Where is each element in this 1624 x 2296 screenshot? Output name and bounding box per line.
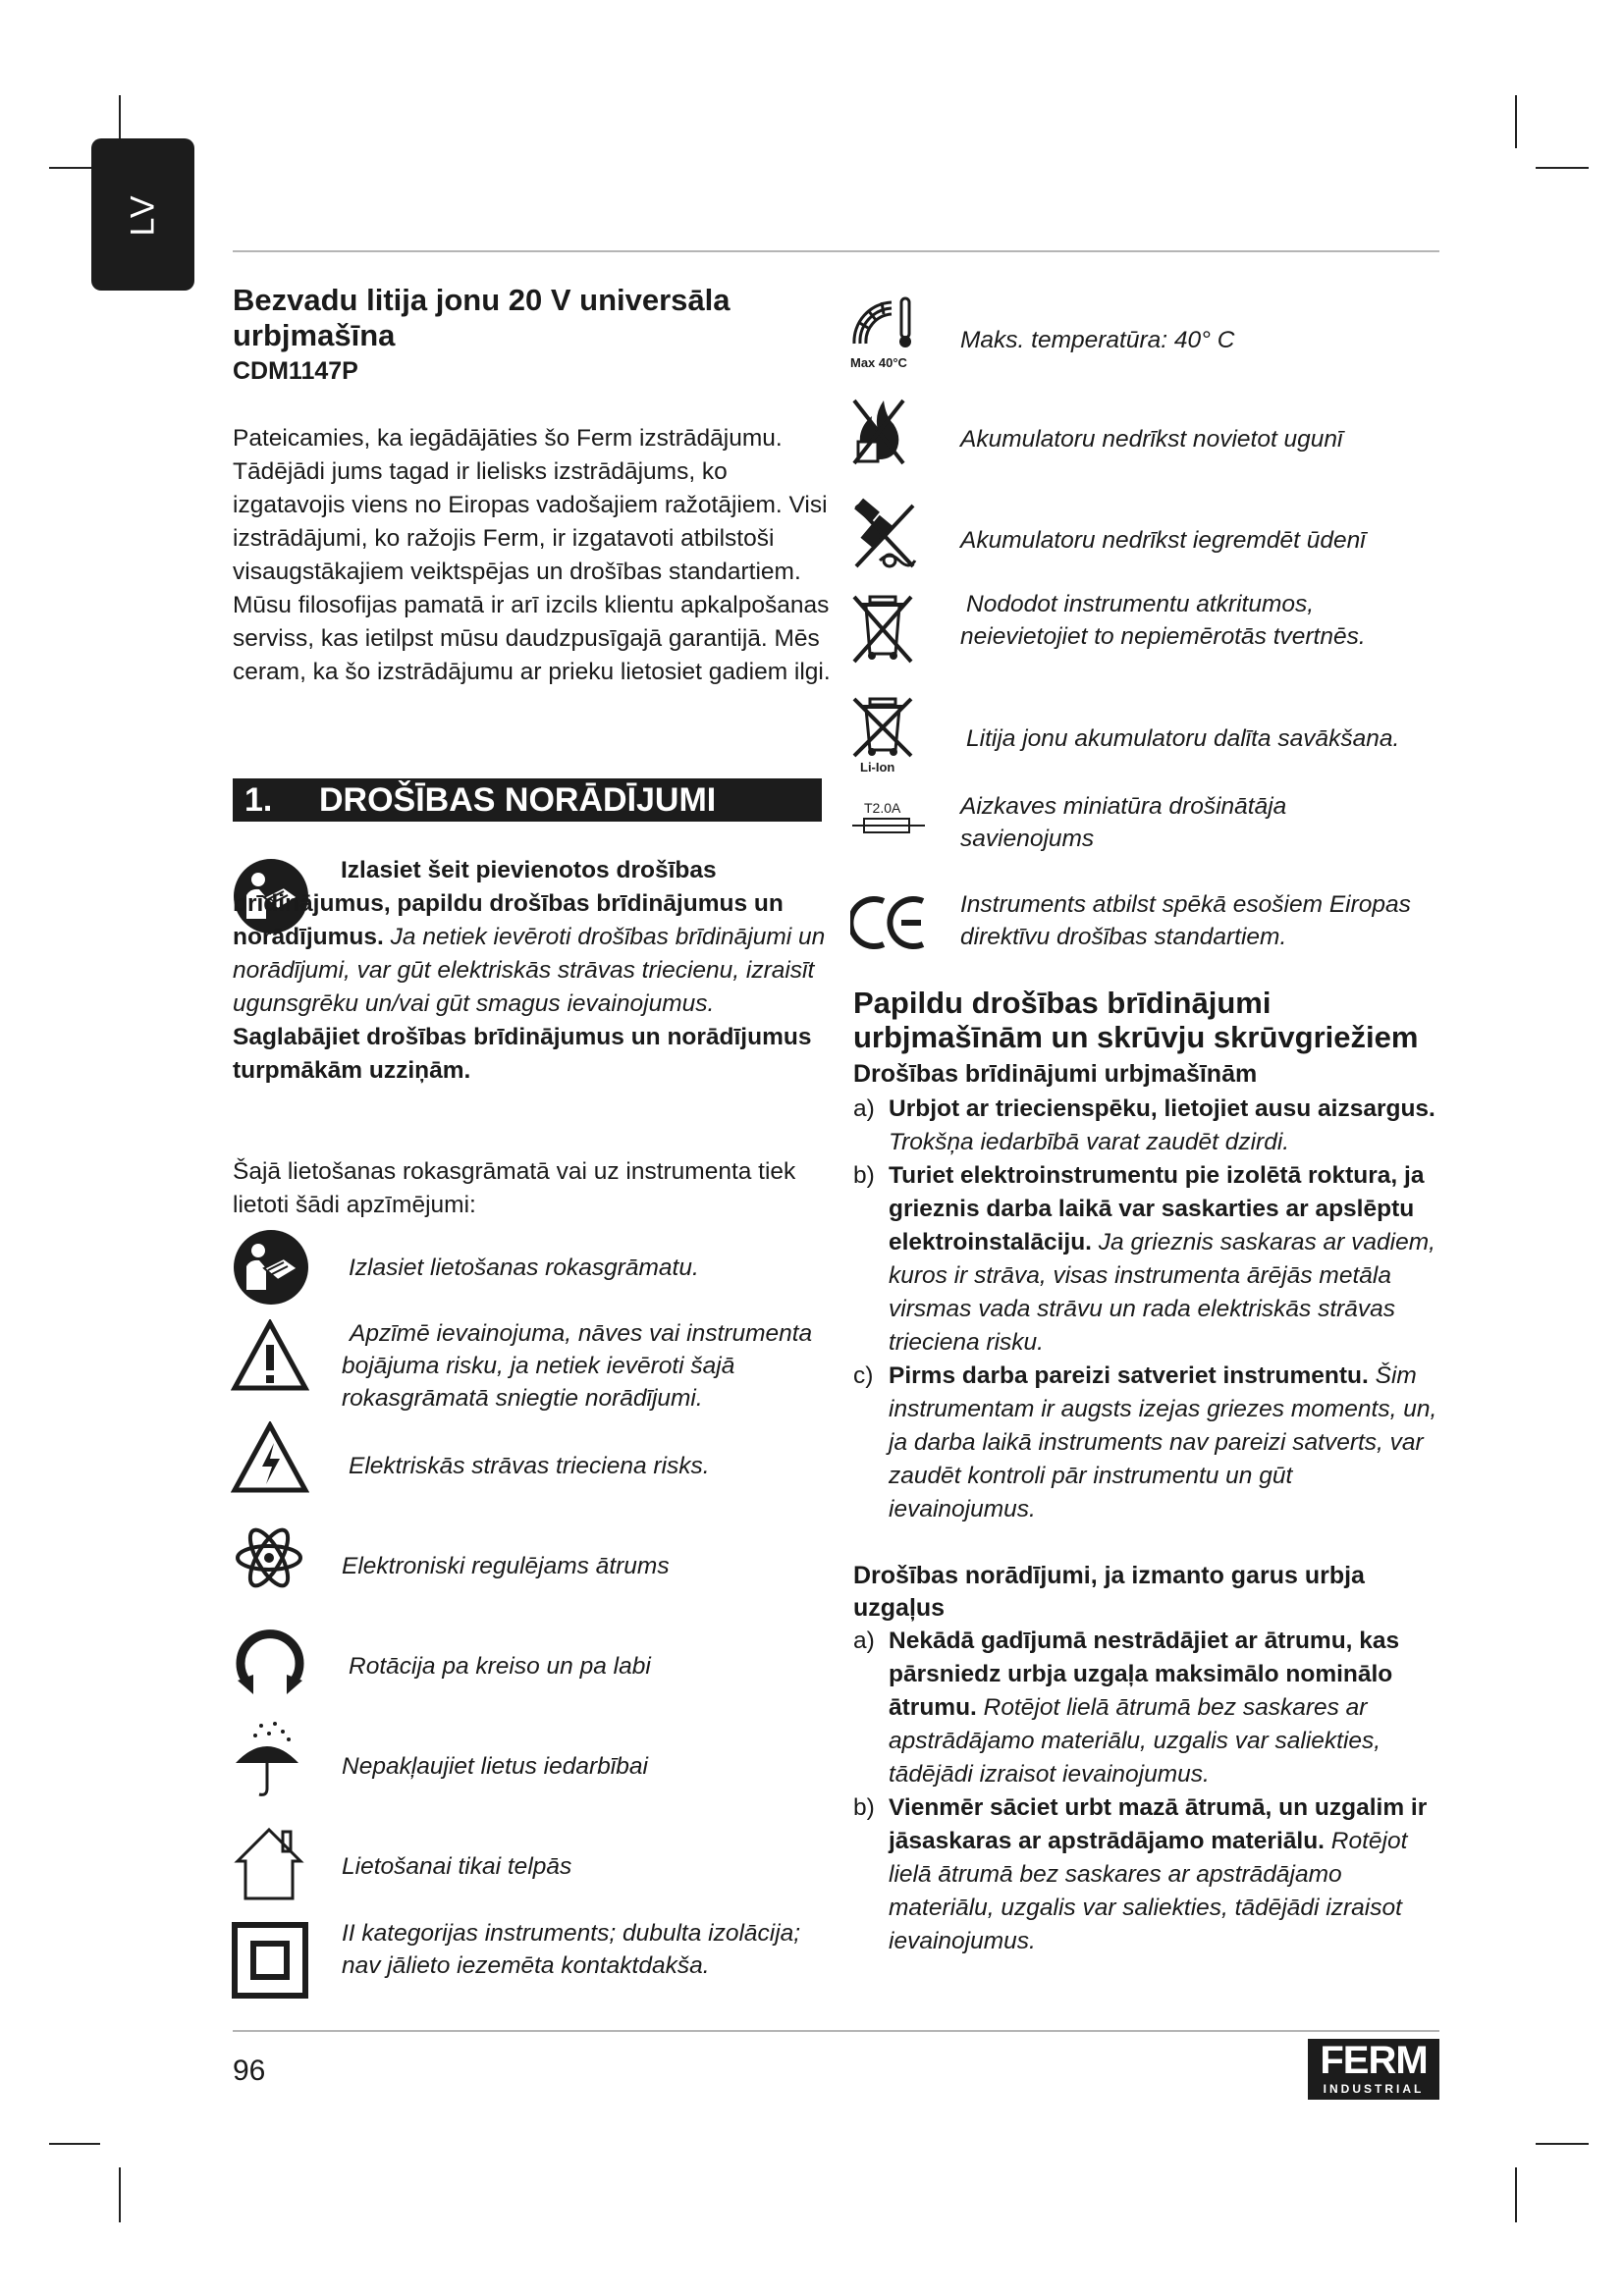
crop-mark — [49, 2143, 100, 2145]
crop-mark — [1536, 2143, 1589, 2145]
warning-bold: Izlasiet šeit pievienotos drošības brīdinājumus, papildu drošības brīdinājumus un norādījumus. — [233, 857, 784, 950]
intro-block — [233, 422, 841, 689]
list-label: b) — [853, 1162, 875, 1189]
intro-paragraph: Pateicamies, ka iegādājāties šo Ferm izstrādājumu. Tādējādi jums tagad ir lielisks izstrādājums, ko izgatavojis viens no Eiropas vadošajiem ražotājiem. Visi izstrādājumi, ko ražojis Ferm, ir izgatavoti atbilstoši visaugstākajiem veiktspējas un drošības standartiem. Mūsu filosofijas pamatā ir arī izcils klientu apkalpošanas serviss, kas ietilpst mūsu daudzpusīgajā garantijā. Mēs ceram, ka šo izstrādājumu ar prieku lietosiet gadiem ilgi. — [233, 425, 831, 685]
electronic-speed-icon — [234, 1523, 304, 1592]
section-title: DROŠĪBAS NORĀDĪJUMI — [319, 781, 717, 819]
max-temperature-icon — [848, 293, 919, 373]
rotation-icon — [232, 1624, 308, 1696]
ferm-logo — [1308, 2039, 1439, 2100]
symbols-intro: Šajā lietošanas rokasgrāmatā vai uz instrumenta tiek lietoti šādi apzīmējumi: — [233, 1158, 796, 1218]
symbol-text: Nododot instrumentu atkritumos, neievietojiet to nepiemērotās tvertnēs. — [960, 591, 1366, 650]
symbol-text: Nepakļaujiet lietus iedarbībai — [342, 1753, 648, 1780]
list-label: a) — [853, 1095, 875, 1122]
symbols-intro-block — [233, 1155, 841, 1222]
document-title: Bezvadu litija jonu 20 V universāla urbjmašīna — [233, 283, 731, 352]
symbol-text: Lietošanai tikai telpās — [342, 1853, 572, 1880]
logo-main: FERM — [1320, 2039, 1428, 2082]
li-ion-bin-icon — [850, 695, 915, 774]
warning-triangle-icon — [231, 1319, 309, 1392]
no-fire-icon — [850, 391, 907, 467]
crop-mark — [1536, 167, 1589, 169]
symbol-text: Akumulatoru nedrīkst iegremdēt ūdenī — [960, 527, 1366, 554]
list-item-italic: Šim instrumentam ir augsts izejas griezes moments, un, ja darba laikā instruments nav pareizi satverts, var zaudēt kontroli pār instrumentu un gūt ievainojumus. — [889, 1362, 1437, 1522]
crossed-bin-icon — [850, 593, 915, 664]
page-number: 96 — [233, 2055, 266, 2087]
section-heading — [233, 778, 822, 822]
language-tab — [91, 138, 194, 291]
symbol-text: II kategorijas instruments; dubulta izolācija; nav jālieto iezemēta kontaktdakša. — [342, 1920, 801, 1979]
language-code: LV — [124, 192, 161, 237]
warning-block — [233, 854, 832, 1088]
symbol-text: Instruments atbilst spēkā esošiem Eiropas direktīvu drošības standartiem. — [960, 891, 1411, 950]
list-label: b) — [853, 1794, 875, 1821]
double-insulation-icon — [232, 1922, 308, 1999]
symbol-text: Elektriskās strāvas trieciena risks. — [349, 1453, 710, 1479]
bottom-divider — [233, 2030, 1439, 2032]
list-item-italic: Rotējot lielā ātrumā bez saskares ar apstrādājamo materiālu, uzgalis var saliekties, tādējādi izraisot ievainojumus. — [889, 1694, 1381, 1788]
logo-sub: INDUSTRIAL — [1323, 2082, 1425, 2096]
section-number: 1. — [244, 781, 273, 819]
list-item-bold: Nekādā gadījumā nestrādājiet ar ātrumu, kas pārsniedz urbja uzgaļa maksimālo nominālo ātrumu. — [889, 1628, 1400, 1721]
list-item-bold: Vienmēr sāciet urbt mazā ātrumā, un uzgalim ir jāsaskaras ar apstrādājamo materiālu. — [889, 1794, 1428, 1854]
additional-warnings — [853, 986, 1442, 1958]
list-item — [853, 1625, 1442, 1791]
no-water-icon — [850, 496, 919, 574]
symbol-text: Rotācija pa kreiso un pa labi — [349, 1653, 651, 1680]
long-bits-subheading: Drošības norādījumi, ja izmanto garus urbja uzgaļus — [853, 1562, 1365, 1622]
ce-mark-icon — [850, 893, 929, 952]
umbrella-rain-icon — [232, 1720, 302, 1798]
list-label: c) — [853, 1362, 874, 1389]
list-item — [853, 1791, 1442, 1958]
list-item-italic: Trokšņa iedarbībā varat zaudēt dzirdi. — [889, 1129, 1290, 1155]
crop-mark — [1515, 2167, 1517, 2222]
drill-warnings-subheading: Drošības brīdinājumi urbjmašīnām — [853, 1060, 1258, 1088]
symbol-text: Apzīmē ievainojuma, nāves vai instrumenta bojājuma risku, ja netiek ievēroti šajā rokasgrāmatā sniegtie norādījumi. — [342, 1320, 813, 1412]
crop-mark — [119, 2167, 121, 2222]
list-item — [853, 1093, 1442, 1159]
top-divider — [233, 250, 1439, 252]
additional-warnings-heading: Papildu drošības brīdinājumi urbjmašīnām un skrūvju skrūvgriežiem — [853, 986, 1419, 1054]
svg-text:Max 40°C: Max 40°C — [850, 355, 907, 370]
list-item-bold: Urbjot ar triecienspēku, lietojiet ausu aizsargus. — [889, 1095, 1435, 1122]
indoor-house-icon — [232, 1824, 306, 1902]
list-item-bold: Pirms darba pareizi satveriet instrumentu. — [889, 1362, 1369, 1389]
symbol-text: Litija jonu akumulatoru dalīta savākšana. — [966, 725, 1400, 752]
svg-text:Li-Ion: Li-Ion — [860, 760, 895, 774]
symbol-text: Izlasiet lietošanas rokasgrāmatu. — [349, 1255, 699, 1281]
crop-mark — [1515, 95, 1517, 148]
warning-italic: Ja netiek ievēroti drošības brīdinājumi un norādījumi, var gūt elektriskās strāvas triecienu, izraisīt ugunsgrēku un/vai gūt smagus ievainojumus. — [233, 924, 826, 1017]
electric-shock-icon — [231, 1421, 309, 1494]
list-label: a) — [853, 1628, 875, 1654]
list-item-italic: Rotējot lielā ātrumā bez saskares ar apstrādājamo materiālu, uzgalis var saliekties, tādējādi izraisot ievainojumus. — [889, 1828, 1408, 1954]
symbol-text: Aizkaves miniatūra drošinātāja savienojums — [960, 793, 1287, 852]
model-number: CDM1147P — [233, 357, 358, 385]
symbol-text: Maks. temperatūra: 40° C — [960, 327, 1235, 353]
svg-text:T2.0A: T2.0A — [864, 800, 901, 816]
warning-text — [233, 854, 832, 1021]
list-item-bold: Turiet elektroinstrumentu pie izolētā roktura, ja grieznis darba laikā var saskarties ar apslēptu elektroinstalāciju. — [889, 1162, 1425, 1255]
list-item — [853, 1360, 1442, 1526]
keep-instructions-text: Saglabājiet drošības brīdinājumus un norādījumus turpmākām uzziņām. — [233, 1024, 812, 1084]
list-item — [853, 1159, 1442, 1360]
read-manual-icon — [233, 1229, 309, 1306]
list-item-italic: Ja grieznis saskaras ar vadiem, kuros ir strāva, visas instrumenta ārējās metāla virsmas vada strāvu un rada elektriskās strāvas trieciena risku. — [889, 1229, 1435, 1356]
symbol-text: Elektroniski regulējams ātrums — [342, 1553, 670, 1579]
symbol-text: Akumulatoru nedrīkst novietot ugunī — [960, 426, 1343, 453]
fuse-icon — [850, 799, 927, 838]
title-block — [233, 283, 822, 386]
